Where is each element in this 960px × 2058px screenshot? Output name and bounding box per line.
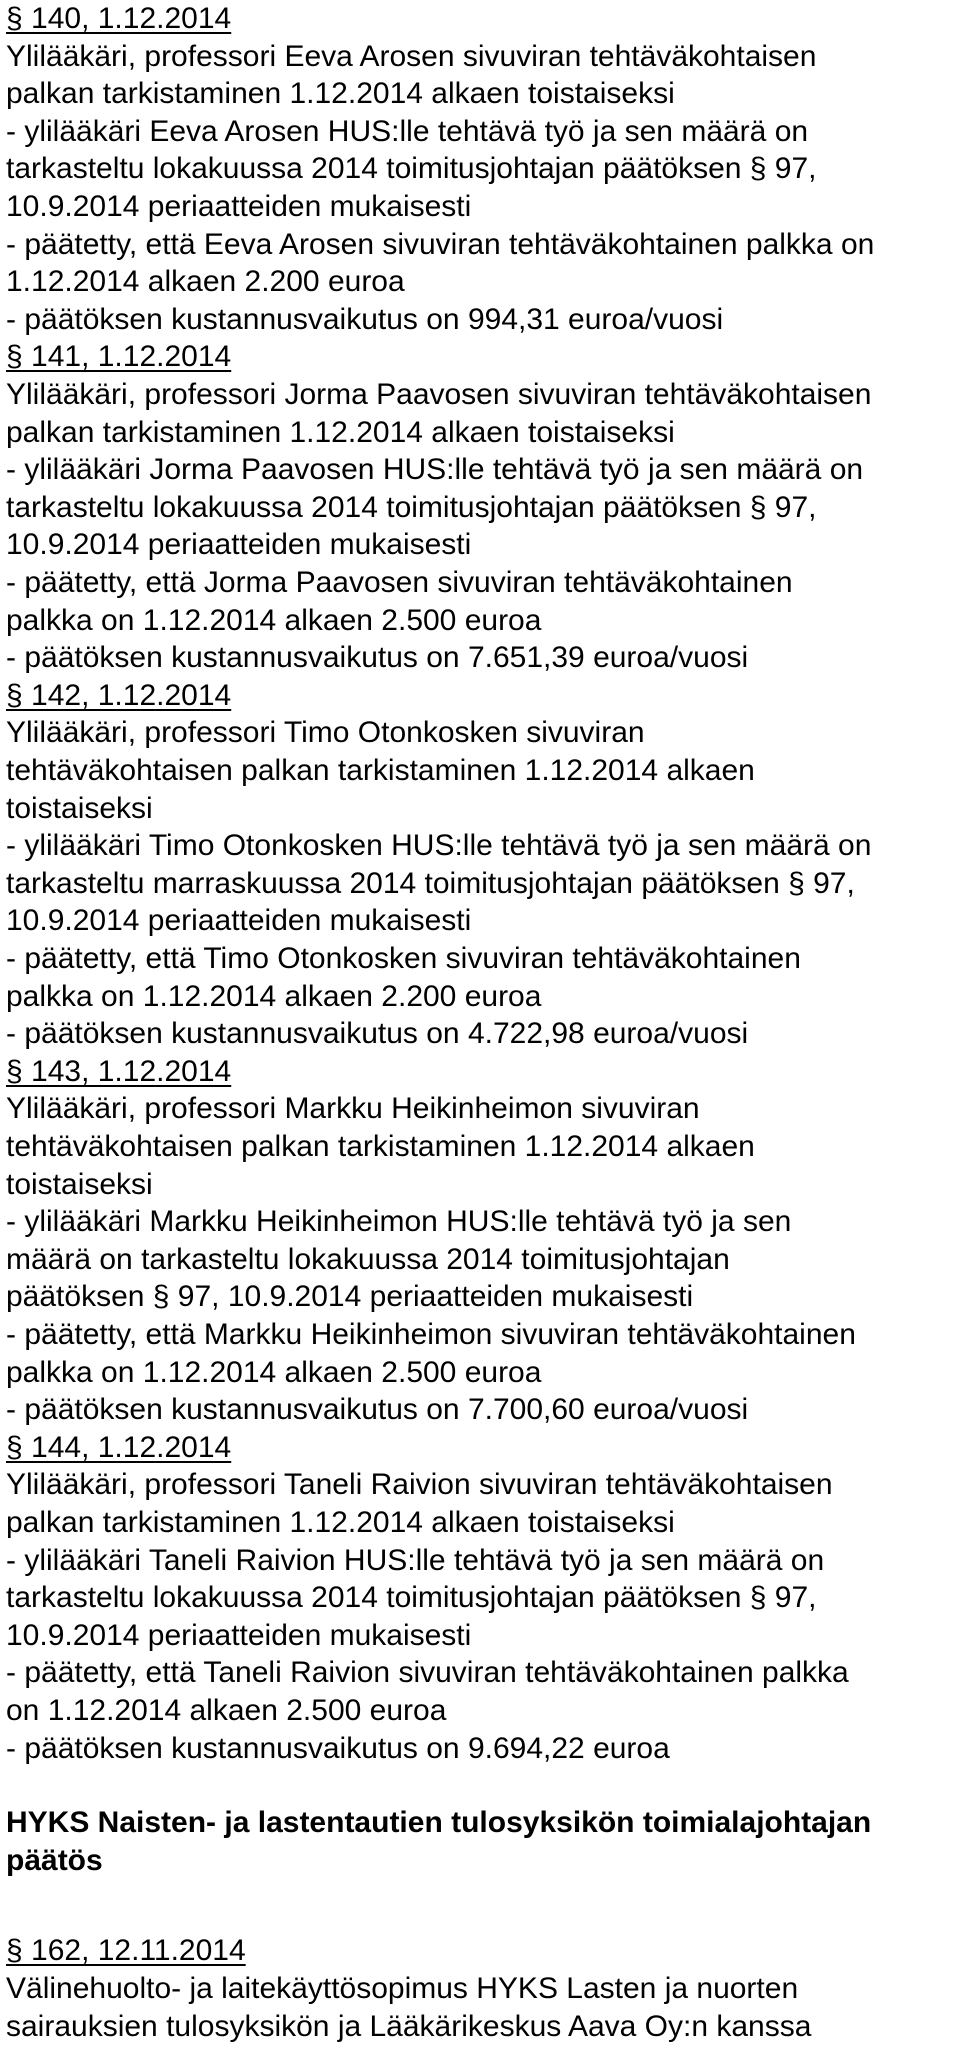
- section-text-line: palkan tarkistaminen 1.12.2014 alkaen toistaiseksi: [6, 1506, 675, 1539]
- section-reference: § 141, 1.12.2014: [6, 340, 232, 374]
- section-text-line: palkka on 1.12.2014 alkaen 2.500 euroa: [6, 603, 542, 637]
- section-text-line: sairauksien tulosyksikön ja Lääkärikeskus Aava Oy:n kanssa: [6, 2010, 812, 2043]
- section-reference: § 143, 1.12.2014: [6, 1054, 232, 1088]
- section-text-line: - päätöksen kustannusvaikutus on 4.722,98 euroa/vuosi: [6, 1017, 749, 1051]
- section-text-line: tehtäväkohtaisen palkan tarkistaminen 1.12.2014 alkaen: [6, 1130, 755, 1163]
- section-heading: HYKS Naisten- ja lastentautien tulosyksikön toimialajohtajan: [6, 1806, 872, 1839]
- section-text-line: 10.9.2014 periaatteiden mukaisesti: [6, 528, 472, 562]
- section-text-line: 1.12.2014 alkaen 2.200 euroa: [6, 265, 405, 299]
- section-text-line: tarkasteltu marraskuussa 2014 toimitusjohtajan päätöksen § 97,: [6, 866, 855, 900]
- section-text-line: tarkasteltu lokakuussa 2014 toimitusjohtajan päätöksen § 97,: [6, 490, 817, 524]
- section-text-line: - päätöksen kustannusvaikutus on 7.700,60 euroa/vuosi: [6, 1393, 749, 1427]
- section-text-line: tarkasteltu lokakuussa 2014 toimitusjohtajan päätöksen § 97,: [6, 152, 817, 186]
- section-text-line: 10.9.2014 periaatteiden mukaisesti: [6, 904, 472, 938]
- section-text-line: Ylilääkäri, professori Eeva Arosen sivuviran tehtäväkohtaisen: [6, 39, 817, 73]
- section-text-line: Ylilääkäri, professori Markku Heikinheimon sivuviran: [6, 1092, 700, 1126]
- section-reference: § 162, 12.11.2014: [6, 1934, 246, 1967]
- section-text-line: tehtäväkohtaisen palkan tarkistaminen 1.12.2014 alkaen: [6, 754, 755, 787]
- section-text-line: Ylilääkäri, professori Timo Otonkosken sivuviran: [6, 716, 645, 750]
- section-text-line: Välinehuolto- ja laitekäyttösopimus HYKS Lasten ja nuorten: [6, 1972, 799, 2005]
- section-text-line: - päätetty, että Taneli Raivion sivuviran tehtäväkohtainen palkka: [6, 1656, 849, 1690]
- section-heading: päätös: [6, 1844, 103, 1877]
- section-text-line: Ylilääkäri, professori Taneli Raivion sivuviran tehtäväkohtaisen: [6, 1468, 833, 1502]
- section-text-line: - ylilääkäri Timo Otonkosken HUS:lle tehtävä työ ja sen määrä on: [6, 829, 872, 863]
- section-text-line: Ylilääkäri, professori Jorma Paavosen sivuviran tehtäväkohtaisen: [6, 378, 872, 411]
- section-reference: § 142, 1.12.2014: [6, 678, 232, 712]
- section-text-line: - ylilääkäri Eeva Arosen HUS:lle tehtävä työ ja sen määrä on: [6, 114, 809, 148]
- section-text-line: päätöksen § 97, 10.9.2014 periaatteiden mukaisesti: [6, 1280, 694, 1314]
- section-text-line: tarkasteltu lokakuussa 2014 toimitusjohtajan päätöksen § 97,: [6, 1581, 817, 1615]
- section-text-line: - ylilääkäri Markku Heikinheimon HUS:lle tehtävä työ ja sen: [6, 1205, 792, 1239]
- section-text-line: toistaiseksi: [6, 1167, 153, 1201]
- section-text-line: määrä on tarkasteltu lokakuussa 2014 toimitusjohtajan: [6, 1242, 730, 1276]
- section-text-line: - ylilääkäri Taneli Raivion HUS:lle tehtävä työ ja sen määrä on: [6, 1543, 825, 1577]
- section-text-line: - päätöksen kustannusvaikutus on 9.694,22 euroa: [6, 1731, 670, 1765]
- section-text-line: - päätetty, että Markku Heikinheimon sivuviran tehtäväkohtainen: [6, 1318, 856, 1351]
- section-reference: § 140, 1.12.2014: [6, 2, 232, 35]
- section-text-line: - päätetty, että Timo Otonkosken sivuviran tehtäväkohtainen: [6, 942, 801, 975]
- section-text-line: - päätetty, että Jorma Paavosen sivuviran tehtäväkohtainen: [6, 566, 793, 599]
- section-text-line: - päätöksen kustannusvaikutus on 994,31 euroa/vuosi: [6, 302, 724, 336]
- section-text-line: toistaiseksi: [6, 791, 153, 825]
- section-text-line: - ylilääkäri Jorma Paavosen HUS:lle tehtävä työ ja sen määrä on: [6, 453, 864, 487]
- section-text-line: - päätöksen kustannusvaikutus on 7.651,39 euroa/vuosi: [6, 641, 749, 675]
- section-text-line: palkan tarkistaminen 1.12.2014 alkaen toistaiseksi: [6, 415, 675, 449]
- section-reference: § 144, 1.12.2014: [6, 1430, 232, 1464]
- section-text-line: palkan tarkistaminen 1.12.2014 alkaen toistaiseksi: [6, 77, 675, 111]
- section-text-line: - päätetty, että Eeva Arosen sivuviran tehtäväkohtainen palkka on: [6, 227, 875, 261]
- section-text-line: on 1.12.2014 alkaen 2.500 euroa: [6, 1694, 447, 1727]
- section-text-line: 10.9.2014 periaatteiden mukaisesti: [6, 1618, 472, 1652]
- section-text-line: palkka on 1.12.2014 alkaen 2.200 euroa: [6, 979, 542, 1013]
- section-text-line: palkka on 1.12.2014 alkaen 2.500 euroa: [6, 1355, 542, 1389]
- section-text-line: 10.9.2014 periaatteiden mukaisesti: [6, 190, 472, 223]
